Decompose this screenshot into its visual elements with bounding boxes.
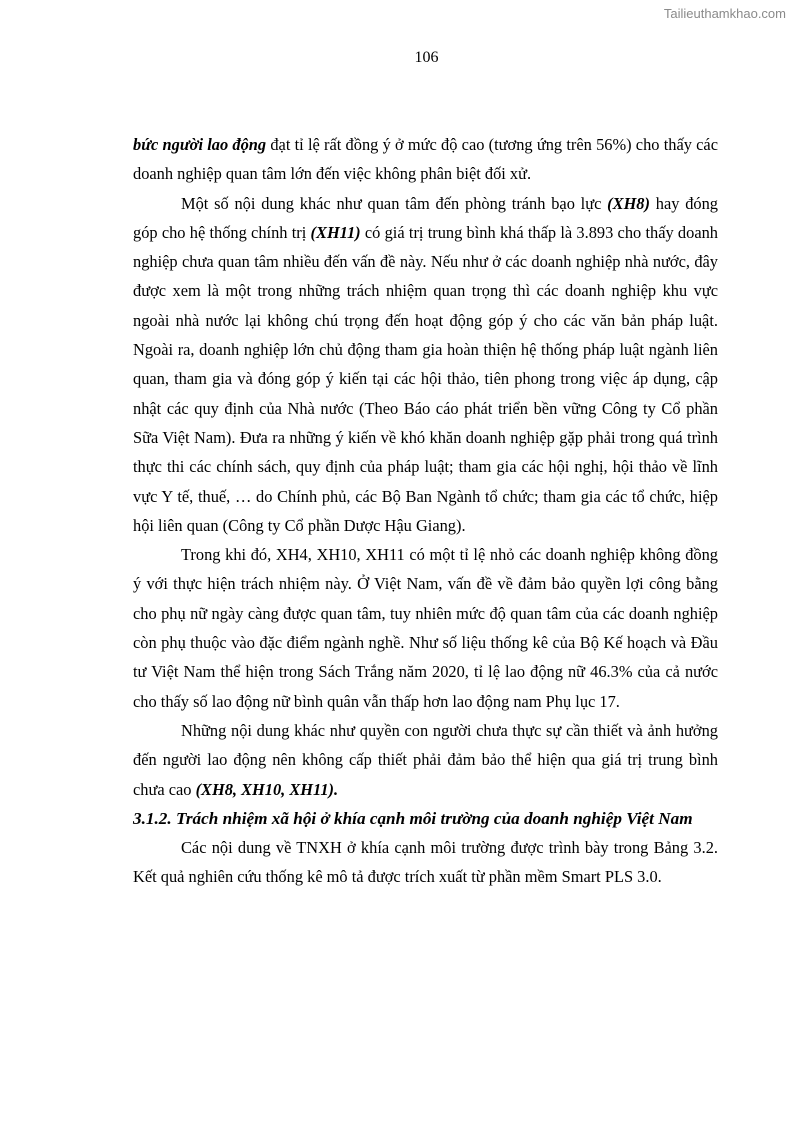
paragraph-text: có giá trị trung bình khá thấp là 3.893 cho thấy doanh nghiệp chưa quan tâm nhiều đến vấn đề này. Nếu như ở các doanh nghiệp nhà nước, đây được xem là một trong những trách nhiệm quan trọng thì các doanh nghiệp khu vực ngoài nhà nước lại không chú trọng đến hoạt động góp ý cho các văn bản pháp luật. Ngoài ra, doanh nghiệp lớn chủ động tham gia hoàn thiện hệ thống pháp luật ngành liên quan, tham gia và đóng góp ý kiến tại các hội thảo, tiên phong trong việc áp dụng, cập nhật các quy định của Nhà nước (Theo Báo cáo phát triển bền vững Công ty Cổ phần Sữa Việt Nam). Đưa ra những ý kiến về khó khăn doanh nghiệp gặp phải trong quá trình thực thi các chính sách, quy định của pháp luật; tham gia các hội nghị, hội thảo về lĩnh vực Y tế, thuế, … do Chính phủ, các Bộ Ban Ngành tổ chức; tham gia các tổ chức, hiệp hội liên quan (Công ty Cổ phần Dược Hậu Giang). [133, 222, 718, 535]
paragraph-3: Trong khi đó, XH4, XH10, XH11 có một tỉ lệ nhỏ các doanh nghiệp không đồng ý với thực hiện trách nhiệm này. Ở Việt Nam, vấn đề về đảm bảo quyền lợi công bằng cho phụ nữ ngày càng được quan tâm, tuy nhiên mức độ quan tâm của các doanh nghiệp còn phụ thuộc vào đặc điểm ngành nghề. Như số liệu thống kê của Bộ Kế hoạch và Đầu tư Việt Nam thể hiện trong Sách Trắng năm 2020, tỉ lệ lao động nữ 46.3% của cả nước cho thấy số lao động nữ bình quân vẫn thấp hơn lao động nam Phụ lục 17. [133, 545, 718, 711]
section-heading: 3.1.2. Trách nhiệm xã hội ở khía cạnh môi trường của doanh nghiệp Việt Nam [133, 808, 693, 828]
paragraph-text: Những nội dung khác như quyền con người chưa thực sự cần thiết và ảnh hưởng đến người lao động nên không cấp thiết phải đảm bảo thể hiện qua giá trị trung bình chưa cao [133, 720, 718, 799]
page-number: 106 [414, 49, 439, 66]
watermark: Tailieuthamkhao.com [663, 6, 786, 21]
paragraph-1 [133, 130, 718, 189]
paragraph-2 [133, 189, 718, 541]
paragraph-4 [133, 716, 718, 804]
paragraph-5: Các nội dung về TNXH ở khía cạnh môi trường được trình bày trong Bảng 3.2. Kết quả nghiên cứu thống kê mô tả được trích xuất từ phần mềm Smart PLS 3.0. [133, 838, 718, 887]
emphasis-text: (XH8) [607, 193, 650, 213]
emphasis-text: (XH11) [310, 222, 361, 242]
paragraph-text: Một số nội dung khác như quan tâm đến phòng tránh bạo lực [181, 193, 608, 213]
paragraph-text: hay đóng góp cho hệ thống chính trị [133, 193, 718, 242]
document-body [133, 130, 718, 892]
emphasis-text: bức người lao động [133, 135, 267, 154]
paragraph-text: đạt tỉ lệ rất đồng ý ở mức độ cao (tương ứng trên 56%) cho thấy các doanh nghiệp quan tâm lớn đến việc không phân biệt đối xử. [133, 135, 718, 184]
emphasis-text: (XH8, XH10, XH11). [195, 779, 339, 799]
